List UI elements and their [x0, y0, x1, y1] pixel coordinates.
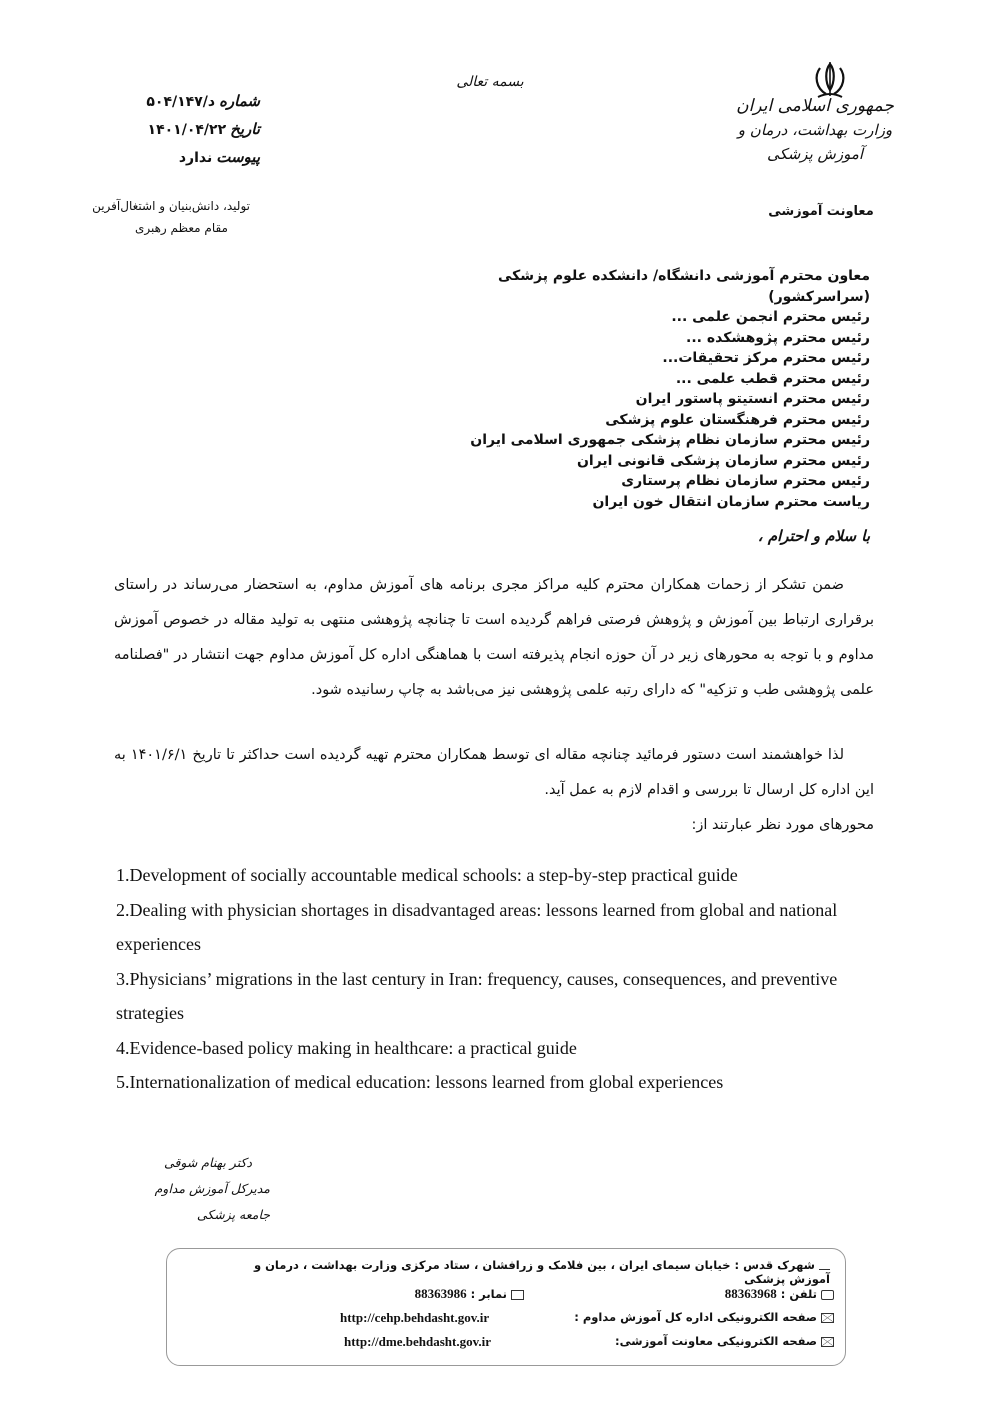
slogan-line1: تولید، دانش‌بنیان و اشتغال‌آفرین [92, 199, 250, 213]
recipient-item: رئیس محترم سازمان نظام پرستاری [621, 473, 870, 489]
dme-label: صفحه الکترونیکی معاونت آموزشی: [615, 1334, 817, 1348]
recipient-item: ریاست محترم سازمان انتقال خون ایران [592, 493, 870, 510]
dme-url[interactable]: http://dme.behdasht.gov.ir [344, 1334, 491, 1349]
phone-label: تلفن : [780, 1287, 817, 1301]
recipient-item: رئیس محترم قطب علمی ... [675, 370, 870, 387]
signature-title: مدیرکل آموزش مداوم جامعه پزشکی [154, 1181, 270, 1222]
signature [120, 1150, 270, 1228]
ministry-name [720, 94, 910, 166]
cehp-url[interactable]: http://cehp.behdasht.gov.ir [340, 1310, 490, 1325]
fax-label: نمابر : [470, 1287, 507, 1301]
footer-address [230, 1258, 830, 1286]
topic-item: 2.Dealing with physician shortages in disadvantaged areas: lessons learned from global and national experiences [116, 899, 838, 954]
phone-row [725, 1286, 834, 1302]
envelope-icon [821, 1313, 834, 1323]
recipient-item: رئیس محترم سازمان پزشکی قانونی ایران [576, 452, 870, 469]
body-paragraph: ضمن تشکر از زحمات همکاران محترم کلیه مراکز مجری برنامه های آموزش مداوم، به استحضار می‌رساند در راستای برقراری ارتباط بین آموزش و پژوهش فرصتی فراهم گردیده است تا چنانچه پژوهشی منتهی به تولید مقاله در خصوص آموزش مداوم و با توجه به محورهای زیر در آن حوزه انجام پذیرفته است با هماهنگی اداره کل آموزش مداوم جهت انتشار در "فصلنامه علمی پژوهشی طب و تزکیه" که دارای رتبه علمی پژوهشی نیز می‌باشد به چاپ رسانیده شود. [114, 577, 874, 698]
topics-list [116, 858, 876, 1100]
fax-icon [511, 1290, 524, 1300]
number-label: شماره [219, 92, 260, 110]
envelope-icon [821, 1337, 834, 1347]
letter-meta [110, 92, 260, 176]
salutation: با سلام و احترام ، [757, 527, 870, 545]
date-label: تاریخ [230, 120, 260, 138]
dme-row [615, 1334, 834, 1348]
topic-item: 5.Internationalization of medical education: lessons learned from global experiences [116, 1072, 724, 1092]
pen-icon [819, 1261, 830, 1270]
number-value: د/۵۰۴/۱۴۷ [146, 94, 216, 110]
recipient-item: معاون محترم آموزشی دانشگاه/ دانشکده علوم پزشکی (سراسرکشور) [498, 268, 870, 305]
cehp-label: صفحه الکترونیکی اداره کل آموزش مداوم : [574, 1310, 817, 1324]
office-name: معاونت آموزشی [768, 204, 874, 219]
recipients-list [400, 266, 870, 512]
fax-row [415, 1286, 524, 1302]
basmala: بسمه تعالی [456, 74, 524, 90]
recipient-item: رئیس محترم فرهنگستان علوم پزشکی [605, 411, 870, 428]
meta-number [110, 92, 260, 120]
recipient-item: رئیس محترم انجمن علمی ... [671, 309, 870, 325]
topics-intro: محورهای مورد نظر عبارتند از: [691, 817, 874, 833]
slogan-line2: مقام معظم رهبری [134, 221, 228, 235]
body-paragraph: لذا خواهشمند است دستور فرمائید چنانچه مقاله ای توسط همکاران محترم تهیه گردیده است حداکثر تا تاریخ ۱۴۰۱/۶/۱ به این اداره کل ارسال تا بررسی و اقدام لازم به عمل آید. [114, 747, 874, 798]
slogan [70, 195, 250, 239]
signature-name: دکتر بهنام شوقی [163, 1155, 252, 1170]
ministry-line2: وزارت بهداشت، درمان و آموزش پزشکی [737, 121, 893, 163]
phone-value: 88363968 [724, 1286, 777, 1301]
phone-icon [821, 1290, 834, 1300]
meta-attachment [110, 148, 260, 176]
ministry-line1: جمهوری اسلامی ایران [736, 96, 894, 116]
fax-value: 88363986 [414, 1286, 467, 1301]
address-text: شهرک قدس : خیابان سیمای ایران ، بین فلامک و زرافشان ، ستاد مرکزی وزارت بهداشت ، درمان و آموزش پزشکی [253, 1258, 830, 1286]
recipient-item: رئیس محترم پژوهشکده ... [686, 329, 870, 346]
recipient-item: رئیس محترم انستیتو پاستور ایران [635, 391, 870, 407]
recipient-item: رئیس محترم سازمان نظام پزشکی جمهوری اسلامی ایران [470, 432, 870, 448]
topic-item: 4.Evidence-based policy making in healthcare: a practical guide [116, 1037, 577, 1058]
topic-item: 3.Physicians’ migrations in the last century in Iran: frequency, causes, consequences, and preventive strategies [116, 968, 838, 1023]
date-value: ۱۴۰۱/۰۴/۲۲ [147, 122, 227, 138]
topic-item: 1.Development of socially accountable medical schools: a step-by-step practical guide [116, 865, 738, 885]
attachment-value: ندارد [178, 150, 213, 166]
attachment-label: پیوست [216, 148, 260, 166]
recipient-item: رئیس محترم مرکز تحقیقات... [662, 350, 870, 366]
cehp-row [574, 1310, 834, 1324]
meta-date [110, 120, 260, 148]
